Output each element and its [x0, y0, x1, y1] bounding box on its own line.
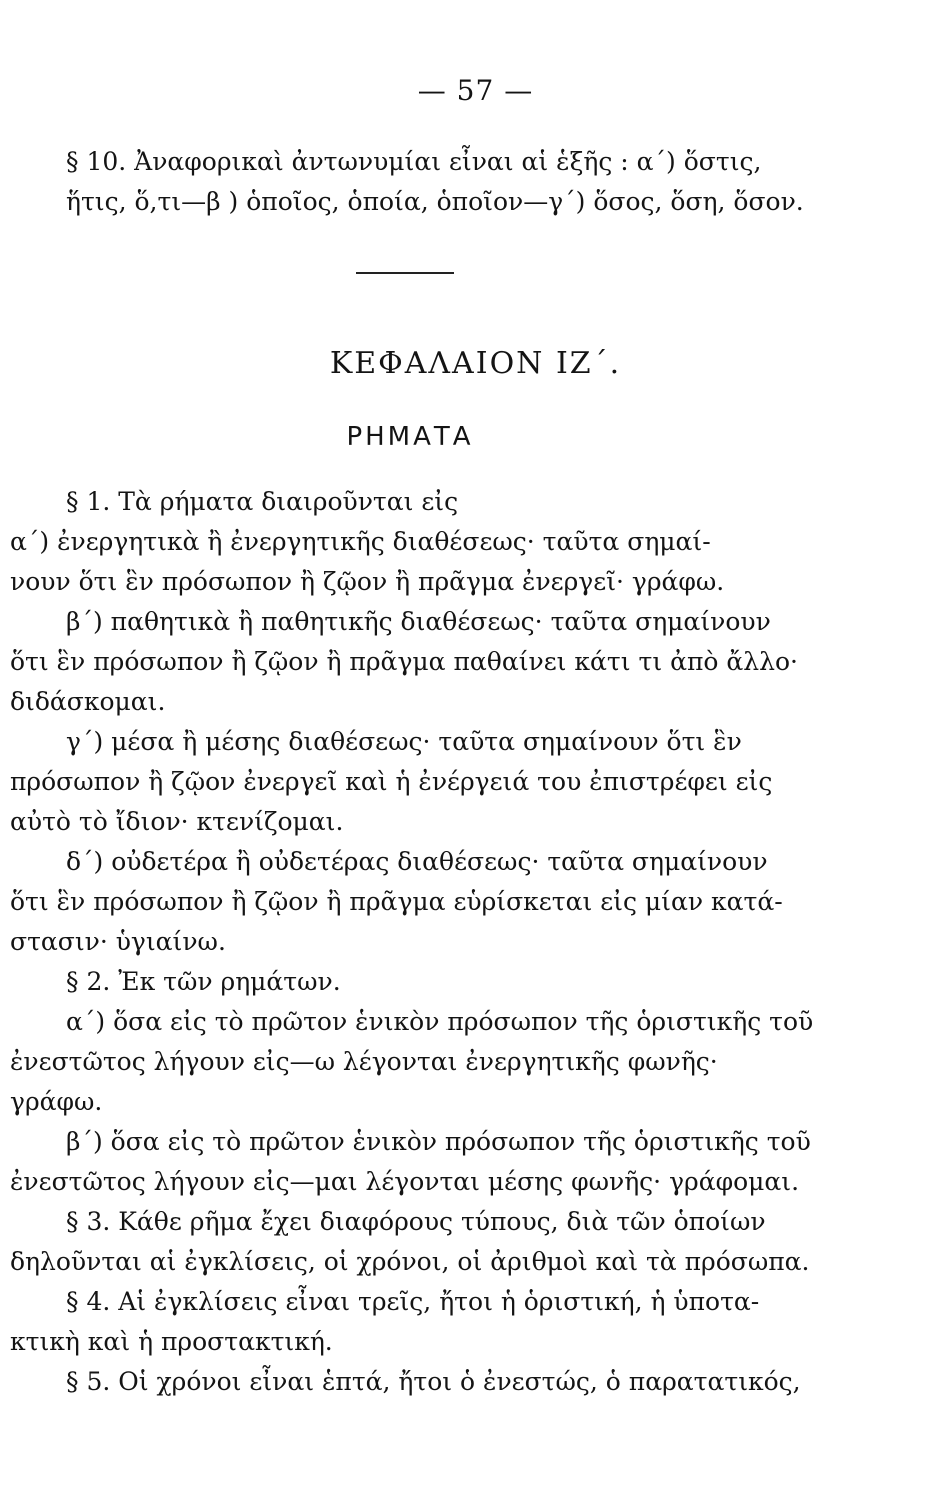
text-line: α΄) ἐνεργητικὰ ἢ ἐνεργητικῆς διαθέσεως· ταῦτα σημαί-: [10, 527, 711, 556]
text-line: δηλοῦνται αἱ ἐγκλίσεις, οἱ χρόνοι, οἱ ἀριθμοὶ καὶ τὰ πρόσωπα.: [10, 1247, 810, 1276]
section-heading: ΡΗΜΑΤΑ: [346, 422, 474, 452]
text-line: στασιν· ὑγιαίνω.: [10, 927, 226, 956]
text-line: ὅτι ἓν πρόσωπον ἢ ζῷον ἢ πρᾶγμα εὑρίσκεται εἰς μίαν κατά-: [10, 887, 783, 916]
text-line: ἥτις, ὅ,τι—β ) ὁποῖος, ὁποία, ὁποῖον—γ΄) ὅσος, ὅση, ὅσον.: [66, 187, 804, 216]
text-line: γράφω.: [10, 1087, 103, 1116]
paragraph: [10, 1282, 790, 1362]
paragraph: [10, 1362, 801, 1402]
text-line: δ΄) οὐδετέρα ἢ οὐδετέρας διαθέσεως· ταῦτα σημαίνουν: [66, 847, 768, 876]
paragraph: [10, 1122, 811, 1202]
intro-paragraph: [10, 142, 804, 222]
chapter-title: ΚΕΦΑΛΑΙΟΝ ΙΖ΄.: [329, 346, 622, 381]
text-line: § 1. Τὰ ρήματα διαιροῦνται εἰς: [66, 487, 459, 516]
text-line: ὅτι ἓν πρόσωπον ἢ ζῷον ἢ πρᾶγμα παθαίνει κάτι τι ἀπὸ ἄλλο·: [10, 647, 798, 676]
text-line: β΄) ὅσα εἰς τὸ πρῶτον ἑνικὸν πρόσωπον τῆς ὁριστικῆς τοῦ: [66, 1127, 811, 1156]
text-line: αὐτὸ τὸ ἴδιον· κτενίζομαι.: [10, 807, 344, 836]
text-line: κτικὴ καὶ ἡ προστακτική.: [10, 1327, 333, 1356]
text-line: α΄) ὅσα εἰς τὸ πρῶτον ἑνικὸν πρόσωπον τῆς ὁριστικῆς τοῦ: [66, 1007, 814, 1036]
text-line: νουν ὅτι ἓν πρόσωπον ἢ ζῷον ἢ πρᾶγμα ἐνεργεῖ· γράφω.: [10, 567, 725, 596]
paragraph: [10, 602, 798, 722]
text-line: διδάσκομαι.: [10, 687, 166, 716]
page-number: — 57 —: [417, 74, 534, 107]
text-line: γ΄) μέσα ἢ μέσης διαθέσεως· ταῦτα σημαίνουν ὅτι ἓν: [66, 727, 742, 756]
paragraph: [10, 842, 790, 962]
paragraph: [10, 1202, 810, 1282]
chapter-body: [10, 482, 814, 1402]
text-line: § 3. Κάθε ρῆμα ἔχει διαφόρους τύπους, διὰ τῶν ὁποίων: [66, 1207, 766, 1236]
paragraph: [10, 522, 790, 602]
text-line: πρόσωπον ἢ ζῷον ἐνεργεῖ καὶ ἡ ἐνέργειά του ἐπιστρέφει εἰς: [10, 767, 773, 796]
text-line: § 4. Αἱ ἐγκλίσεις εἶναι τρεῖς, ἤτοι ἡ ὁριστική, ἡ ὑποτα-: [66, 1287, 760, 1316]
text-line: ἐνεστῶτος λήγουν εἰς—μαι λέγονται μέσης φωνῆς· γράφομαι.: [10, 1167, 800, 1196]
paragraph: [10, 482, 790, 522]
paragraph: [10, 142, 804, 222]
divider-rule: [356, 272, 454, 274]
text-line: § 5. Οἱ χρόνοι εἶναι ἑπτά, ἤτοι ὁ ἐνεστώς, ὁ παρατατικός,: [66, 1367, 801, 1396]
text-line: β΄) παθητικὰ ἢ παθητικῆς διαθέσεως· ταῦτα σημαίνουν: [66, 607, 771, 636]
text-line: ἐνεστῶτος λήγουν εἰς—ω λέγονται ἐνεργητικῆς φωνῆς·: [10, 1047, 718, 1076]
text-line: § 2. Ἐκ τῶν ρημάτων.: [66, 967, 341, 996]
paragraph: [10, 962, 790, 1002]
text-line: § 10. Ἀναφορικαὶ ἀντωνυμίαι εἶναι αἱ ἑξῆς : α΄) ὅστις,: [66, 147, 762, 176]
paragraph: [10, 722, 790, 842]
paragraph: [10, 1002, 814, 1122]
